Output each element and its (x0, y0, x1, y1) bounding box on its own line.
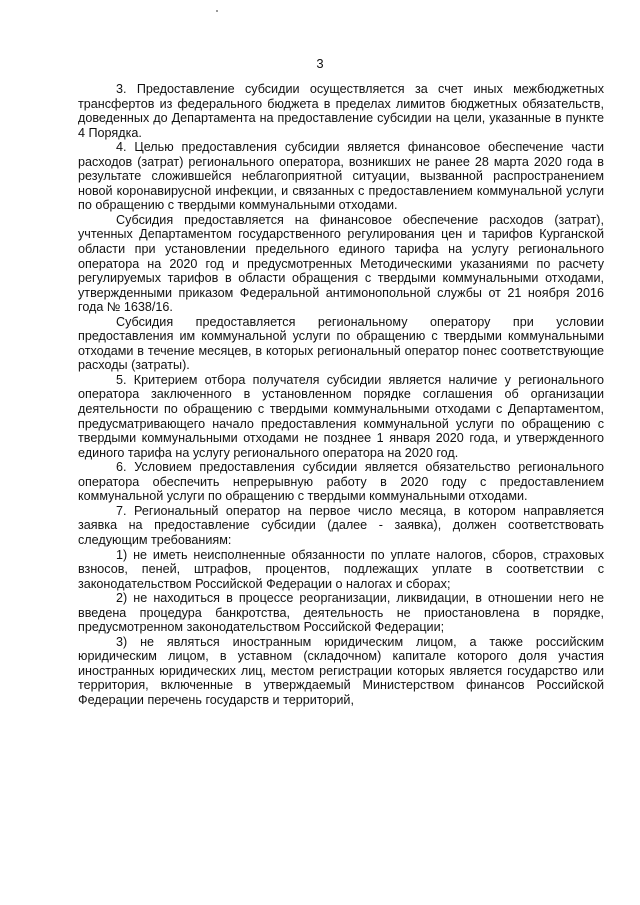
paragraph-3: 3. Предоставление субсидии осуществляется за счет иных межбюджетных трансфертов из федерального бюджета в пределах лимитов бюджетных обязательств, доведенных до Департамента на предоставление субсидии на цели, указанные в пункте 4 Порядка. (78, 82, 604, 140)
requirement-1: 1) не иметь неисполненные обязанности по уплате налогов, сборов, страховых взносов, пеней, штрафов, процентов, подлежащих уплате в соответствии с законодательством Российской Федерации о налогах и сборах; (78, 547, 604, 591)
paragraph-subsidy-condition: Субсидия предоставляется региональному оператору при условии предоставления им коммунальной услуги по обращению с твердыми коммунальными отходами в течение месяцев, в которых региональный оператор понес соответствующие расходы (затраты). (78, 314, 604, 373)
requirement-3: 3) не являться иностранным юридическим лицом, а также российским юридическим лицом, в уставном (складочном) капитале которого доля участия иностранных юридических лиц, местом регистрации которых является государство или территория, включенные в утверждаемый Министерством финансов Российской Федерации перечень государств и территорий, (78, 634, 604, 707)
paragraph-4: 4. Целью предоставления субсидии является финансовое обеспечение части расходов (затрат) регионального оператора, возникших не ранее 28 марта 2020 года в результате сложившейся неблагоприятной ситуации, вызванной распространением новой коронавирусной инфекции, и связанных с предоставлением коммунальной услуги по обращению с твердыми коммунальными отходами. (78, 140, 604, 213)
document-body (78, 82, 604, 708)
page-number: 3 (316, 56, 324, 71)
paragraph-subsidy-expenses: Субсидия предоставляется на финансовое обеспечение расходов (затрат), учтенных Департаментом государственного регулирования цен и тарифов Курганской области при установлении предельного единого тарифа на услугу регионального оператора на 2020 год и предусмотренных Методическими указаниями по расчету регулируемых тарифов в области обращения с твердыми коммунальными отходами, утвержденными приказом Федеральной антимонопольной службы от 21 ноября 2016 года № 1638/16. (78, 212, 604, 315)
scan-speck (216, 10, 218, 12)
paragraph-5: 5. Критерием отбора получателя субсидии является наличие у регионального оператора заключенного в установленном порядке соглашения об организации деятельности по обращению с твердыми коммунальными отходами с Департаментом, предусматривающего начало предоставления коммунальной услуги по обращению с твердыми коммунальными отходами не позднее 1 января 2020 года, и утвержденного единого тарифа на услугу регионального оператора на 2020 год. (78, 372, 604, 460)
paragraph-6: 6. Условием предоставления субсидии является обязательство регионального оператора обеспечить непрерывную работу в 2020 году с предоставлением коммунальной услуги по обращению с твердыми коммунальными отходами. (78, 460, 604, 504)
requirement-2: 2) не находиться в процессе реорганизации, ликвидации, в отношении него не введена процедура банкротства, деятельность не приостановлена в порядке, предусмотренном законодательством Российской Федерации; (78, 591, 604, 635)
paragraph-7: 7. Региональный оператор на первое число месяца, в котором направляется заявка на предоставление субсидии (далее - заявка), должен соответствовать следующим требованиям: (78, 503, 604, 547)
